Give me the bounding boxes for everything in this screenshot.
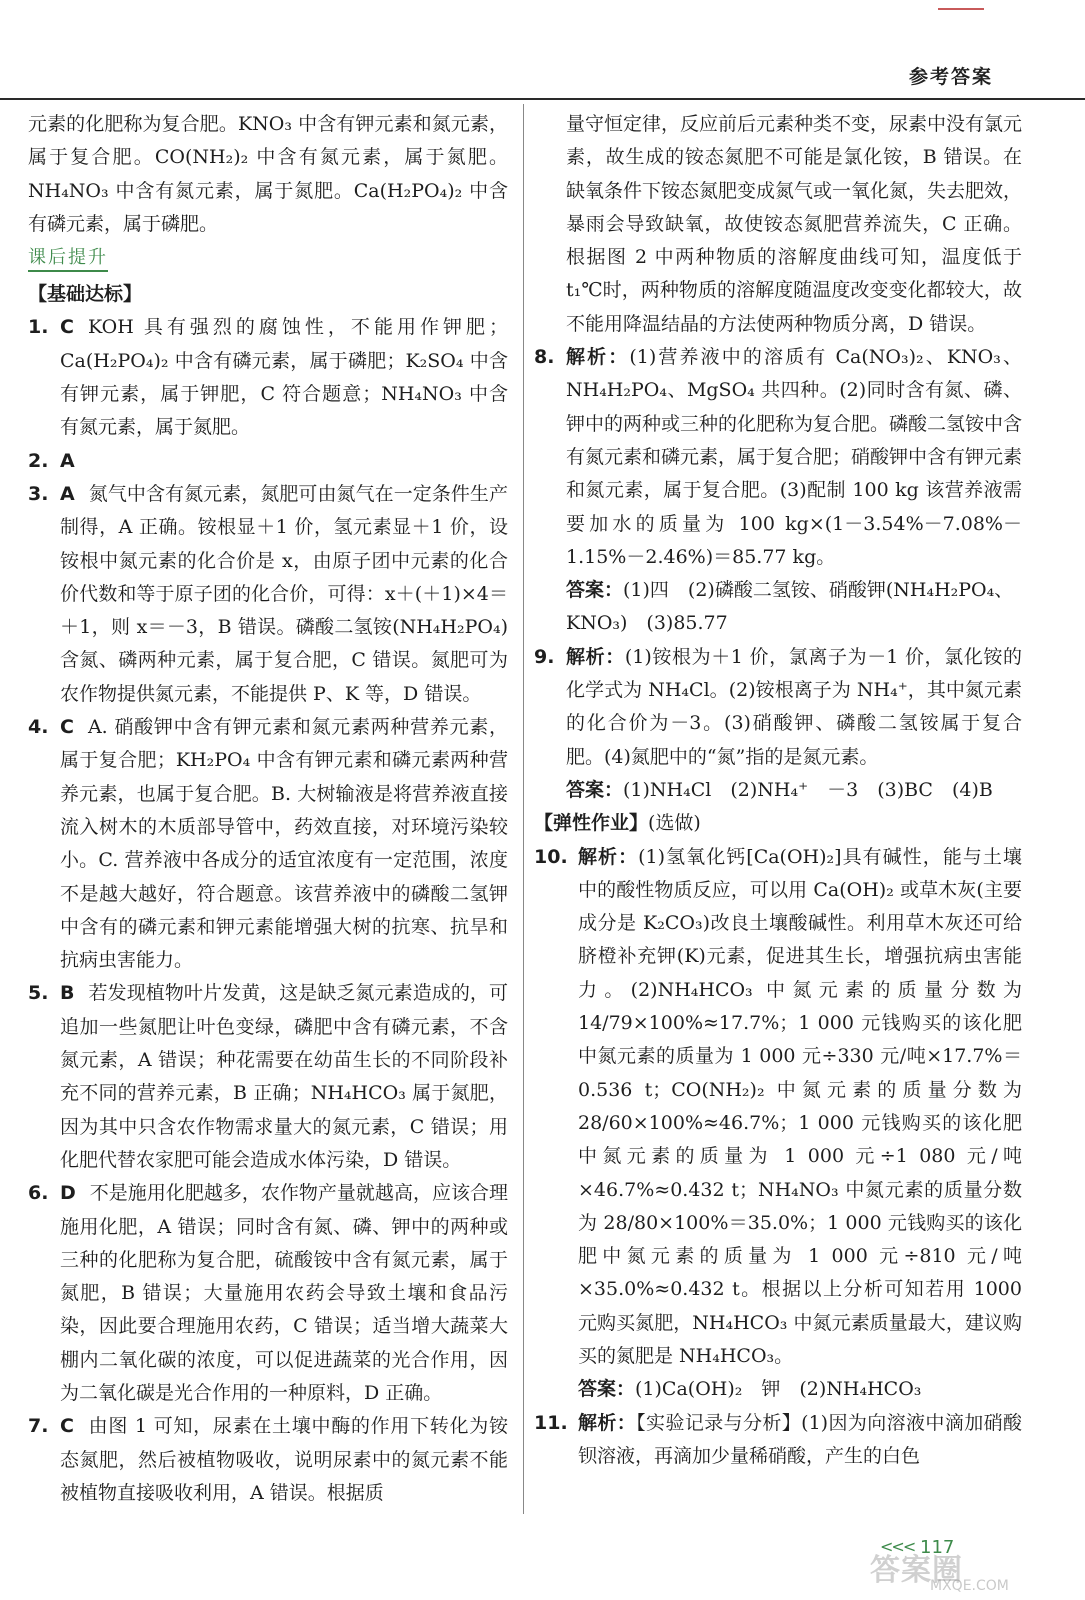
answer-text: (1)NH₄Cl (2)NH₄⁺ －3 (3)BC (4)B — [623, 778, 993, 801]
answer-key: A — [60, 449, 75, 472]
answer-key: D — [60, 1182, 76, 1205]
watermark-logo: 答案圈 — [870, 1553, 963, 1588]
answer-label: 答案： — [578, 1378, 636, 1401]
answer-key: C — [60, 716, 74, 739]
question-7 — [28, 1410, 508, 1510]
question-number: 9. — [534, 645, 555, 668]
subsection-elastic — [534, 807, 1022, 840]
question-number: 1. — [28, 316, 49, 339]
subsection-basic: 【基础达标】 — [28, 283, 143, 306]
page-number: 117 — [920, 1537, 955, 1558]
explanation: 若发现植物叶片发黄，这是缺乏氮元素造成的，可追加一些氮肥让叶色变绿，磷肥中含有磷元素，不含氮元素，A 错误；种花需要在幼苗生长的不同阶段补充不同的营养元素，B 正确；NH₄HCO₃ 属于氮肥，因为其中只含农作物需求量大的氮元素，C 错误；用化肥代替农家肥可能会造成水体污染，D 错误。 — [60, 982, 508, 1171]
chevron-icon: <<< — [880, 1537, 915, 1556]
question-4 — [28, 711, 508, 977]
question-number: 6. — [28, 1182, 49, 1205]
explanation: (1)营养液中的溶质有 Ca(NO₃)₂、KNO₃、NH₄H₂PO₄、MgSO₄ 共四种。(2)同时含有氮、磷、钾中的两种或三种的化肥称为复合肥。磷酸二氢铵中含有氮元素和磷元素，属于复合肥；硝酸钾中含有钾元素和氮元素，属于复合肥。(3)配制 100 kg 该营养液需要加水的质量为 100 kg×(1－3.54%－7.08%－1.15%－2.46%)＝85.77 kg。 — [566, 346, 1023, 568]
explanation: 由图 1 可知，尿素在土壤中酶的作用下转化为铵态氮肥，然后被植物吸收，说明尿素中的氮元素不能被植物直接吸收利用，A 错误。根据质 — [60, 1415, 508, 1504]
explanation: 【实验记录与分析】(1)因为向溶液中滴加硝酸钡溶液，再滴加少量稀硝酸，产生的白色 — [578, 1411, 1022, 1467]
explanation: 氮气中含有氮元素，氮肥可由氮气在一定条件生产制得，A 正确。铵根显＋1 价，氢元素显＋1 价，设铵根中氮元素的化合价是 x，由原子团中元素的化合价代数和等于原子团的化合价，可得：x＋(＋1)×4＝＋1，则 x＝－3，B 错误。磷酸二氢铵(NH₄H₂PO₄)含氮、磷两种元素，属于复合肥，C 错误。氮肥可为农作物提供氮元素，不能提供 P、K 等，D 错误。 — [60, 482, 508, 705]
question-1 — [28, 311, 508, 444]
question-8 — [534, 341, 1022, 574]
question-5 — [28, 977, 508, 1177]
subsection-title: 【弹性作业】 — [534, 812, 649, 835]
explanation: 不是施用化肥越多，农作物产量就越高，应该合理施用化肥，A 错误；同时含有氮、磷、钾中的两种或三种的化肥称为复合肥，硫酸铵中含有氮元素，属于氮肥，B 错误；大量施用农药会导致土壤和食品污染，因此要合理施用农药，C 错误；适当增大蔬菜大棚内二氧化碳的浓度，可以促进蔬菜的光合作用，因为二氧化碳是光合作用的一种原料，D 正确。 — [60, 1182, 508, 1404]
question-9 — [534, 641, 1022, 774]
answer-label: 答案： — [566, 579, 624, 602]
header-rule — [0, 98, 1085, 100]
explanation: (1)铵根为＋1 价，氯离子为－1 价，氯化铵的化学式为 NH₄Cl。(2)铵根离子为 NH₄⁺，其中氮元素的化合价为－3。(3)硝酸钾、磷酸二氢铵属于复合肥。(4)氮肥中的“氮”指的是氮元素。 — [566, 645, 1022, 768]
question-number: 7. — [28, 1415, 49, 1438]
analysis-label: 解析： — [566, 645, 625, 668]
question-number: 4. — [28, 716, 49, 739]
watermark-url: MXQE.COM — [930, 1578, 1009, 1594]
question-number: 10. — [534, 845, 568, 868]
question-number: 5. — [28, 982, 49, 1005]
question-number: 2. — [28, 449, 49, 472]
top-accent-line — [938, 8, 984, 10]
question-6 — [28, 1177, 508, 1410]
right-column — [534, 108, 1022, 1473]
answer-text: (1)四 (2)磷酸二氢铵、硝酸钾(NH₄H₂PO₄、KNO₃) (3)85.77 — [566, 579, 1014, 635]
page-header-title: 参考答案 — [908, 66, 993, 88]
intro-paragraph: 元素的化肥称为复合肥。KNO₃ 中含有钾元素和氮元素，属于复合肥。CO(NH₂)₂ 中含有氮元素，属于氮肥。NH₄NO₃ 中含有氮元素，属于氮肥。Ca(H₂PO₄)₂ 中含有磷元素，属于磷肥。 — [28, 113, 508, 235]
explanation: A. 硝酸钾中含有钾元素和氮元素两种营养元素，属于复合肥；KH₂PO₄ 中含有钾元素和磷元素两种营养元素，也属于复合肥。B. 大树输液是将营养液直接流入树木的木质部导管中，药效直接，对环境污染较小。C. 营养液中各成分的适宜浓度有一定范围，浓度不是越大越好，符合题意。该营养液中的磷酸二氢钾中含有的磷元素和钾元素能增强大树的抗寒、抗旱和抗病虫害能力。 — [60, 716, 508, 972]
explanation: KOH 具有强烈的腐蚀性，不能用作钾肥；Ca(H₂PO₄)₂ 中含有磷元素，属于磷肥；K₂SO₄ 中含有钾元素，属于钾肥，C 符合题意；NH₄NO₃ 中含有氮元素，属于氮肥。 — [60, 316, 508, 439]
question-11 — [534, 1407, 1022, 1474]
answer-8 — [566, 574, 1022, 641]
answer-9 — [566, 774, 1022, 807]
question-10 — [534, 841, 1022, 1374]
analysis-label: 解析： — [578, 1411, 637, 1434]
question-2 — [28, 445, 508, 478]
explanation: (1)氢氧化钙[Ca(OH)₂]具有碱性，能与土壤中的酸性物质反应，可以用 Ca(OH)₂ 或草木灰(主要成分是 K₂CO₃)改良土壤酸碱性。利用草木灰还可给脐橙补充钾(K)元素，促进其生长，增强抗病虫害能力。(2)NH₄HCO₃ 中氮元素的质量分数为 14/79×100%≈17.7%；1 000 元钱购买的该化肥中氮元素的质量为 1 000 元÷330 元/吨×17.7%＝0.536 t；CO(NH₂)₂ 中氮元素的质量分数为 28/60×100%≈46.7%；1 000 元钱购买的该化肥中氮元素的质量为 1 000 元÷1 080 元/吨×46.7%≈0.432 t；NH₄NO₃ 中氮元素的质量分数为 28/80×100%＝35.0%；1 000 元钱购买的该化肥中氮元素的质量为 1 000 元÷810 元/吨×35.0%≈0.432 t。根据以上分析可知若用 1000 元购买氮肥，NH₄HCO₃ 中氮元素质量最大，建议购买的氮肥是 NH₄HCO₃。 — [578, 845, 1022, 1367]
left-column — [28, 108, 508, 1510]
answer-key: C — [60, 1415, 74, 1438]
analysis-label: 解析： — [578, 845, 639, 868]
answer-key: B — [60, 982, 75, 1005]
question-number: 11. — [534, 1411, 568, 1434]
question-number: 3. — [28, 482, 49, 505]
analysis-label: 解析： — [566, 346, 630, 369]
question-number: 8. — [534, 346, 555, 369]
section-heading: 课后提升 — [28, 246, 108, 272]
question-7-continued: 量守恒定律，反应前后元素种类不变，尿素中没有氯元素，故生成的铵态氮肥不可能是氯化铵，B 错误。在缺氧条件下铵态氮肥变成氮气或一氧化氮，失去肥效，暴雨会导致缺氧，故使铵态氮肥营养流失，C 正确。根据图 2 中两种物质的溶解度曲线可知，温度低于 t₁℃时，两种物质的溶解度随温度改变变化都较大，故不能用降温结晶的方法使两种物质分离，D 错误。 — [566, 113, 1023, 335]
column-divider — [523, 104, 524, 1514]
question-3 — [28, 478, 508, 711]
answer-label: 答案： — [566, 778, 624, 801]
answer-key: C — [60, 316, 74, 339]
answer-text: (1)Ca(OH)₂ 钾 (2)NH₄HCO₃ — [635, 1378, 922, 1401]
subsection-note: (选做) — [648, 812, 701, 835]
answer-key: A — [60, 482, 75, 505]
answer-10 — [578, 1373, 1022, 1406]
